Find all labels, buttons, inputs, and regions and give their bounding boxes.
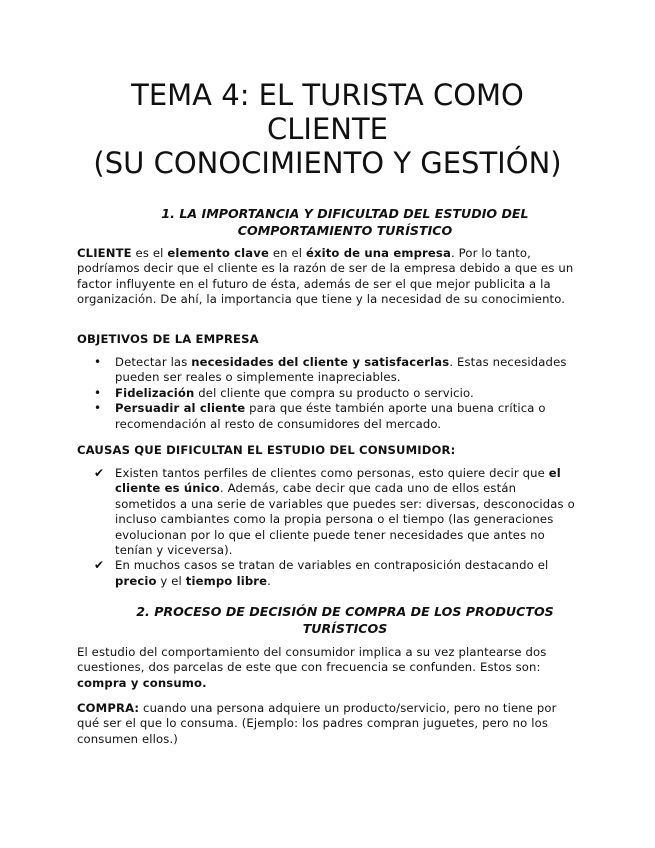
list-item <box>77 466 577 558</box>
objetivo-1-bold: necesidades del cliente y satisfacerlas <box>191 355 450 369</box>
checkmark-icon: ✔ <box>94 466 105 480</box>
objetivo-1-post: . Estas necesidades pueden ser reales o simplemente inapreciables. <box>115 355 567 385</box>
intro-bold-cliente: CLIENTE <box>77 246 132 260</box>
causa-1-post: . Además, cabe decir que cada uno de ellos están sometidos a una serie de variables que puedes ser: diversas, desconocidas o incluso cambiantes como la propia persona o el tiempo (las generaciones evolucionan por lo que el cliente puede tener necesidades que antes no tenían y viceversa). <box>115 481 575 558</box>
objetivos-list <box>77 355 577 432</box>
causa-2-mid: y el <box>156 573 186 588</box>
list-item <box>77 355 577 386</box>
section-2-heading <box>90 603 600 637</box>
bullet-icon: • <box>94 355 102 369</box>
list-item <box>77 558 577 589</box>
causa-2-bold-precio: precio <box>115 573 157 588</box>
intro-bold-elemento-clave: elemento clave <box>167 246 269 260</box>
section-2-heading-line-2: TURÍSTICOS <box>302 621 388 636</box>
causa-1-pre: Existen tantos perfiles de clientes como personas, esto quiere decir que <box>115 466 549 480</box>
section-2-intro-paragraph <box>77 645 577 691</box>
causas-list <box>77 466 577 589</box>
section-1-intro-paragraph <box>77 246 577 308</box>
title-line-1: TEMA 4: EL TURISTA COMO <box>131 78 524 112</box>
intro-bold-exito: éxito de una empresa <box>305 246 451 260</box>
list-item <box>77 401 577 432</box>
list-item <box>77 386 577 401</box>
causa-2-bold-tiempo-libre: tiempo libre <box>185 573 268 588</box>
section-2-heading-line-1: 2. PROCESO DE DECISIÓN DE COMPRA DE LOS PRODUCTOS <box>136 604 554 619</box>
compra-label: COMPRA: <box>77 701 140 715</box>
intro-text-1: es el <box>131 246 168 260</box>
section-1-heading-line-1: 1. LA IMPORTANCIA Y DIFICULTAD DEL ESTUDIO DEL <box>161 206 529 221</box>
checkmark-icon: ✔ <box>94 558 105 573</box>
objetivo-1-pre: Detectar las <box>115 355 192 369</box>
compra-text: cuando una persona adquiere un producto/servicio, pero no tiene por qué ser el que lo consuma. (Ejemplo: los padres compran juguetes, pero no los consumen ellos.) <box>77 701 557 746</box>
intro-text-3: . Por lo tanto, podríamos decir que el cliente es la razón de ser de la empresa debido a que es un factor influyente en el futuro de ésta, además de ser el que mejor publicita a la organización. De ahí, la importancia que tiene y la necesidad de su conocimiento. <box>77 246 574 307</box>
compra-paragraph <box>77 701 577 747</box>
intro-text-2: en el <box>269 246 306 260</box>
section-2-intro-text: El estudio del comportamiento del consumidor implica a su vez plantearse dos cuestiones, dos parcelas de este que con frecuencia se confunden. Estos son: <box>77 645 547 675</box>
bullet-icon: • <box>94 385 102 400</box>
objetivo-3-bold: Persuadir al cliente <box>115 401 246 416</box>
section-1-heading <box>90 205 600 239</box>
causa-2-pre: En muchos casos se tratan de variables en contraposición destacando el <box>115 558 549 573</box>
causa-1-bold: el cliente es único <box>115 466 561 496</box>
page-title <box>40 78 615 180</box>
objetivos-heading: OBJETIVOS DE LA EMPRESA <box>77 332 259 346</box>
title-line-2: CLIENTE <box>266 112 388 146</box>
objetivo-2-post: del cliente que compra su producto o servicio. <box>194 385 474 400</box>
section-1-heading-line-2: COMPORTAMIENTO TURÍSTICO <box>237 223 453 238</box>
title-line-3: (SU CONOCIMIENTO Y GESTIÓN) <box>93 146 562 180</box>
objetivo-2-bold: Fidelización <box>115 385 195 400</box>
bullet-icon: • <box>94 401 102 416</box>
causa-2-post: . <box>267 573 271 588</box>
causas-heading: CAUSAS QUE DIFICULTAN EL ESTUDIO DEL CONSUMIDOR: <box>77 443 456 457</box>
objetivo-3-post: para que éste también aporte una buena crítica o recomendación al resto de consumidores del mercado. <box>115 401 546 431</box>
section-2-intro-bold: compra y consumo. <box>77 675 207 690</box>
